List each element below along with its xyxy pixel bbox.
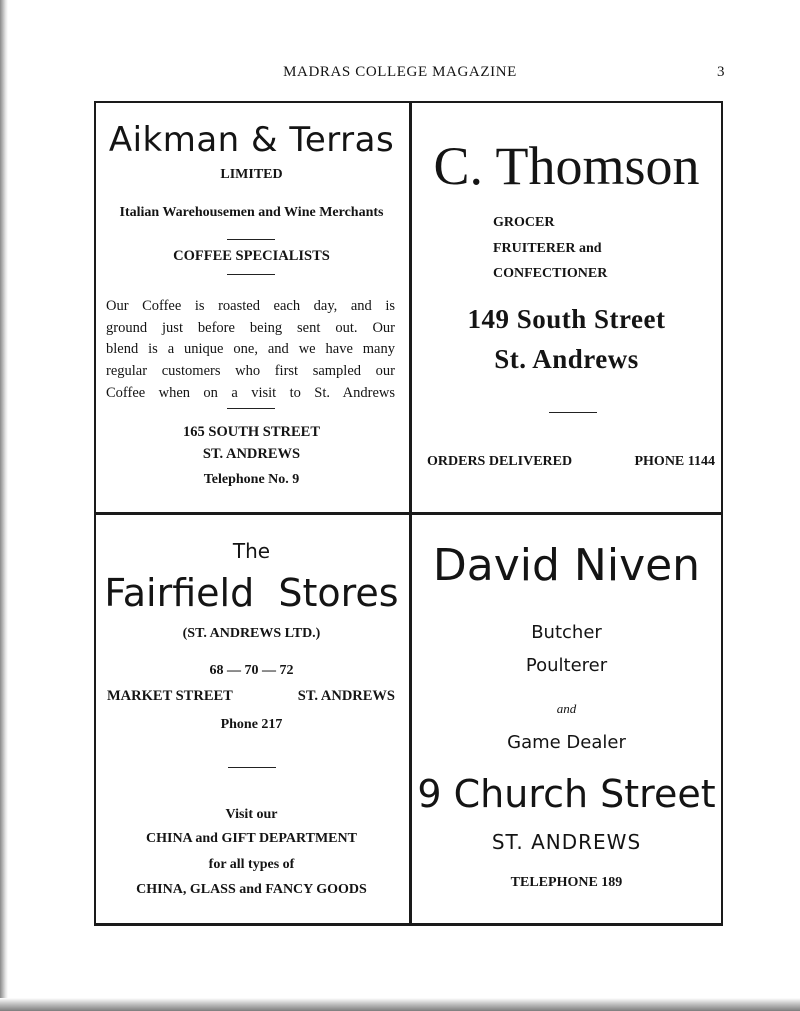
- page-edge-bottom: [0, 998, 800, 1011]
- thomson-rule: [549, 412, 597, 413]
- aikman-description-line: Our Coffee is roasted each day, and is: [106, 298, 395, 314]
- fairfield-name: Fairfield Stores: [104, 571, 399, 615]
- fairfield-numbers: 68 — 70 — 72: [209, 663, 294, 678]
- thomson-role: GROCER: [493, 215, 555, 230]
- aikman-trade: Italian Warehousemen and Wine Merchants: [119, 205, 384, 220]
- aikman-telephone: Telephone No. 9: [203, 472, 300, 487]
- aikman-specialty: COFFEE SPECIALISTS: [173, 248, 330, 264]
- thomson-phone: PHONE 1144: [634, 454, 715, 469]
- fairfield-dept-line: CHINA and GIFT DEPARTMENT: [146, 831, 357, 846]
- niven-trade-last: Game Dealer: [507, 732, 626, 753]
- thomson-name: C. Thomson: [433, 136, 700, 196]
- thomson-town: St. Andrews: [494, 344, 639, 374]
- fairfield-prefix: The: [232, 539, 271, 563]
- aikman-description-line: blend is a unique one, and we have many: [106, 341, 395, 358]
- fairfield-company: (ST. ANDREWS LTD.): [182, 626, 321, 641]
- fairfield-dept-line: CHINA, GLASS and FANCY GOODS: [136, 882, 367, 897]
- thomson-street: 149 South Street: [467, 304, 666, 334]
- fairfield-dept-line: Visit our: [225, 807, 278, 822]
- aikman-description-line: Coffee when on a visit to St. Andrews: [106, 384, 395, 401]
- aikman-street: 165 SOUTH STREET: [183, 424, 320, 440]
- aikman-rule-2: [227, 274, 275, 275]
- aikman-description: [106, 296, 395, 405]
- fairfield-rule: [228, 767, 276, 768]
- niven-name: David Niven: [432, 540, 701, 591]
- niven-town: ST. ANDREWS: [491, 830, 642, 854]
- niven-trade: Butcher: [531, 622, 602, 643]
- fairfield-phone: Phone 217: [220, 717, 283, 732]
- niven-telephone: TELEPHONE 189: [510, 875, 623, 890]
- aikman-town: ST. ANDREWS: [202, 446, 301, 462]
- aikman-description-line: regular customers who first sampled our: [106, 363, 395, 380]
- page-edge-left: [0, 0, 8, 1011]
- aikman-rule-3: [227, 408, 275, 409]
- magazine-title: MADRAS COLLEGE MAGAZINE: [283, 64, 517, 80]
- fairfield-address: [107, 689, 395, 704]
- fairfield-town: ST. ANDREWS: [297, 688, 395, 704]
- aikman-rule-1: [227, 239, 275, 240]
- aikman-limited: LIMITED: [220, 167, 283, 182]
- thomson-role: CONFECTIONER: [493, 266, 608, 281]
- row-divider: [94, 512, 723, 515]
- niven-trade: Poulterer: [525, 655, 608, 676]
- thomson-footer: [427, 455, 715, 469]
- niven-conjunction: and: [556, 701, 577, 716]
- niven-street: 9 Church Street: [417, 772, 716, 816]
- fairfield-street: MARKET STREET: [107, 688, 233, 704]
- aikman-description-line: ground just before being sent out. Our: [106, 319, 395, 336]
- aikman-name: Aikman & Terras: [108, 120, 395, 160]
- page-number: 3: [717, 64, 725, 80]
- thomson-delivery: ORDERS DELIVERED: [427, 454, 573, 469]
- thomson-role: FRUITERER and: [493, 241, 602, 256]
- fairfield-dept-line: for all types of: [208, 857, 295, 872]
